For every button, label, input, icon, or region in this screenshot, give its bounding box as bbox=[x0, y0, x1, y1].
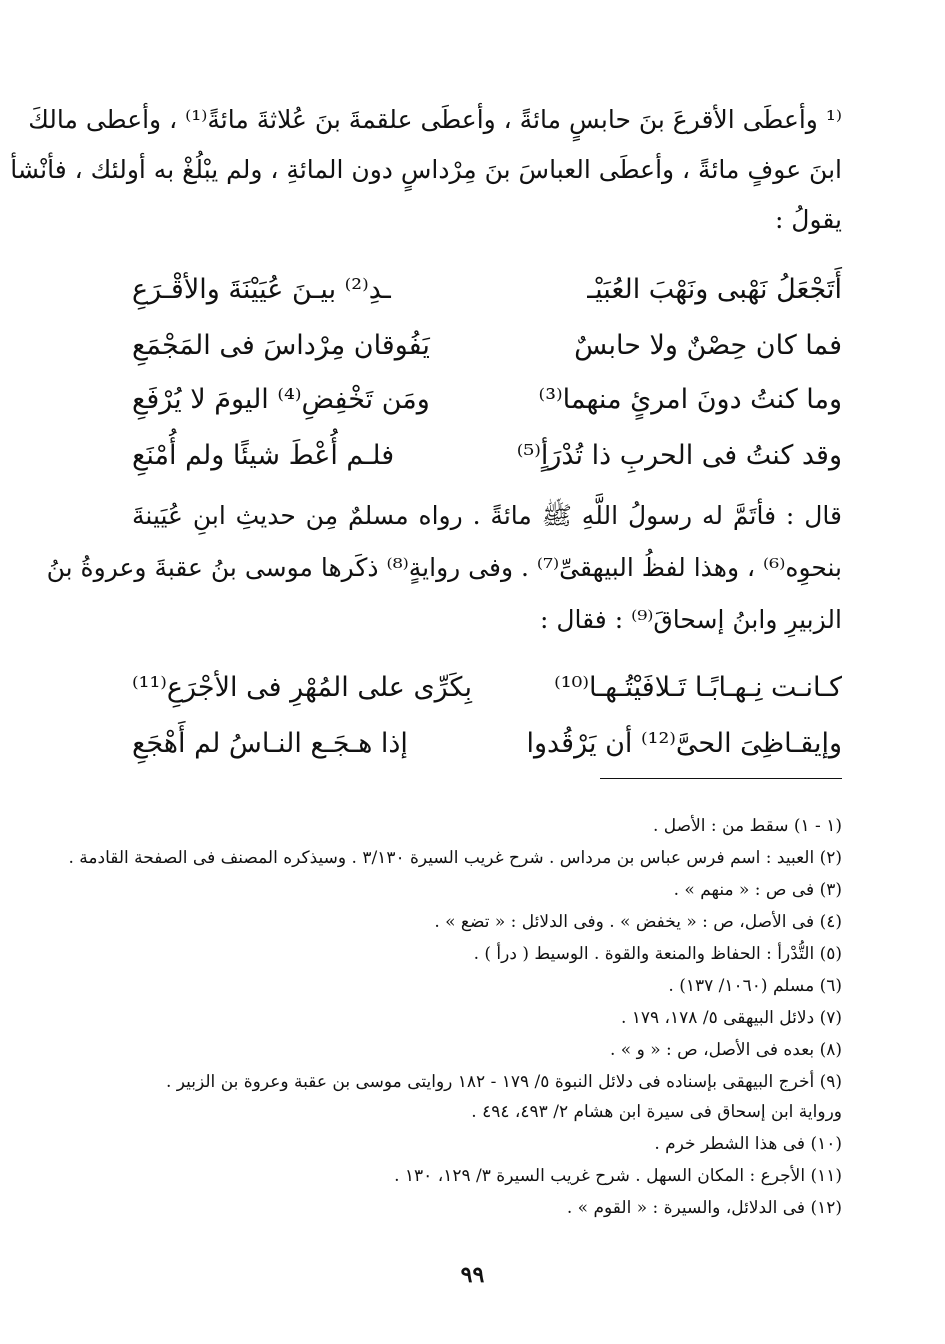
body-line: ابنَ عوفٍ مائةً ، وأعطَى العباسَ بنَ مِرْداسٍ دون المائةِ ، ولم يبْلُغْ به أولئك ، فأنْشأ bbox=[10, 155, 842, 184]
verse-line bbox=[132, 266, 842, 314]
verse-second-hemistich: فلـم أُعْطَ شيئًا ولم أُمْنَعِ bbox=[132, 440, 395, 471]
verse-first-hemistich: كـانـت نِـهـابًـا تَـلافَيْتُـهـا⁽¹⁰⁾ bbox=[554, 672, 842, 703]
footnote: (٣) فى ص : « منهم » . bbox=[673, 880, 842, 900]
verse-first-hemistich: فما كان حِصْنٌ ولا حابسٌ bbox=[574, 330, 842, 361]
verse-first-hemistich: وقد كنتُ فى الحربِ ذا تُدْرَأٍ⁽⁵⁾ bbox=[516, 440, 842, 471]
verse-first-hemistich: وما كنتُ دونَ امرئٍ منهما⁽³⁾ bbox=[538, 384, 842, 415]
verse-line bbox=[132, 322, 842, 370]
body-line: ⁽¹ وأعطَى الأقرعَ بنَ حابسٍ مائةً ، وأعطَى علقمةَ بنَ عُلاثةَ مائةً⁽¹⁾ ، وأعطى مالكَ bbox=[28, 105, 842, 134]
body-line: قال : فأتَمَّ له رسولُ اللَّهِ ﷺ مائةً . رواه مسلمٌ مِن حديثِ ابنِ عُيَينةَ bbox=[132, 501, 842, 530]
footnote: (١١) الأجرع : المكان السهل . شرح غريب السيرة ٣/ ١٢٩، ١٣٠ . bbox=[394, 1166, 842, 1186]
footnote: (٧) دلائل البيهقى ٥/ ١٧٨، ١٧٩ . bbox=[620, 1008, 842, 1028]
footnote: (١٠) فى هذا الشطر خرم . bbox=[654, 1134, 842, 1154]
footnote: (٩) أخرج البيهقى بإسناده فى دلائل النبوة ٥/ ١٧٩ - ١٨٢ روايتى موسى بن عقبة وعروة بن الزبير . bbox=[165, 1072, 842, 1092]
page-number: ٩٩ bbox=[460, 1262, 485, 1288]
verse-second-hemistich: بِكَرِّى على المُهْرِ فى الأجْرَعِ⁽¹¹⁾ bbox=[132, 672, 472, 703]
verse-line bbox=[132, 664, 842, 712]
verse-second-hemistich: ـدِ⁽²⁾ بيـنَ عُيَيْنَةَ والأقْـرَعِ bbox=[132, 274, 391, 305]
verse-first-hemistich: أَتَجْعَلُ نَهْبى ونَهْبَ العُبَيْـ bbox=[587, 274, 842, 305]
verse-line bbox=[132, 720, 842, 768]
footnote: (٨) بعده فى الأصل، ص : « و » . bbox=[609, 1040, 842, 1060]
footnote: ورواية ابن إسحاق فى سيرة ابن هشام ٢/ ٤٩٣، ٤٩٤ . bbox=[471, 1102, 842, 1122]
footnote-separator bbox=[600, 778, 842, 779]
body-line: بنحوِه⁽⁶⁾ ، وهذا لفظُ البيهقىِّ⁽⁷⁾ . وفى روايةٍ⁽⁸⁾ ذكَرها موسى بنُ عقبةَ وعروةُ بنُ bbox=[46, 553, 842, 582]
footnote: (٤) فى الأصل، ص : « يخفض » . وفى الدلائل : « تضع » . bbox=[434, 912, 842, 932]
footnote: (٦) مسلم (١٠٦٠/ ١٣٧) . bbox=[668, 976, 842, 996]
verse-second-hemistich: إذا هـجَـع النـاسُ لم أَهْجَعِ bbox=[132, 728, 408, 759]
verse-line bbox=[132, 376, 842, 424]
footnote: (٢) العبيد : اسم فرس عباس بن مرداس . شرح غريب السيرة ٣/١٣٠ . وسيذكره المصنف فى الصفحة القادمة . bbox=[68, 848, 842, 868]
footnote: (١٢) فى الدلائل، والسيرة : « القوم » . bbox=[566, 1198, 842, 1218]
footnote: (٥) التُّدْرأ : الحفاظ والمنعة والقوة . الوسيط ( درأ ) . bbox=[473, 944, 842, 964]
verse-second-hemistich: ومَن تَخْفِضِ⁽⁴⁾ اليومَ لا يُرْفَعِ bbox=[132, 384, 430, 415]
verse-second-hemistich: يَفُوقان مِرْداسَ فى المَجْمَعِ bbox=[132, 330, 430, 361]
verse-line bbox=[132, 432, 842, 480]
body-line: يقولُ : bbox=[774, 205, 842, 234]
verse-first-hemistich: وإيقـاظِىَ الحىَّ⁽¹²⁾ أن يَرْقُدوا bbox=[526, 728, 842, 759]
footnote: (١ - ١) سقط من : الأصل . bbox=[652, 816, 842, 836]
body-line: الزبيرِ وابنُ إسحاقَ⁽⁹⁾ : فقال : bbox=[540, 605, 842, 634]
